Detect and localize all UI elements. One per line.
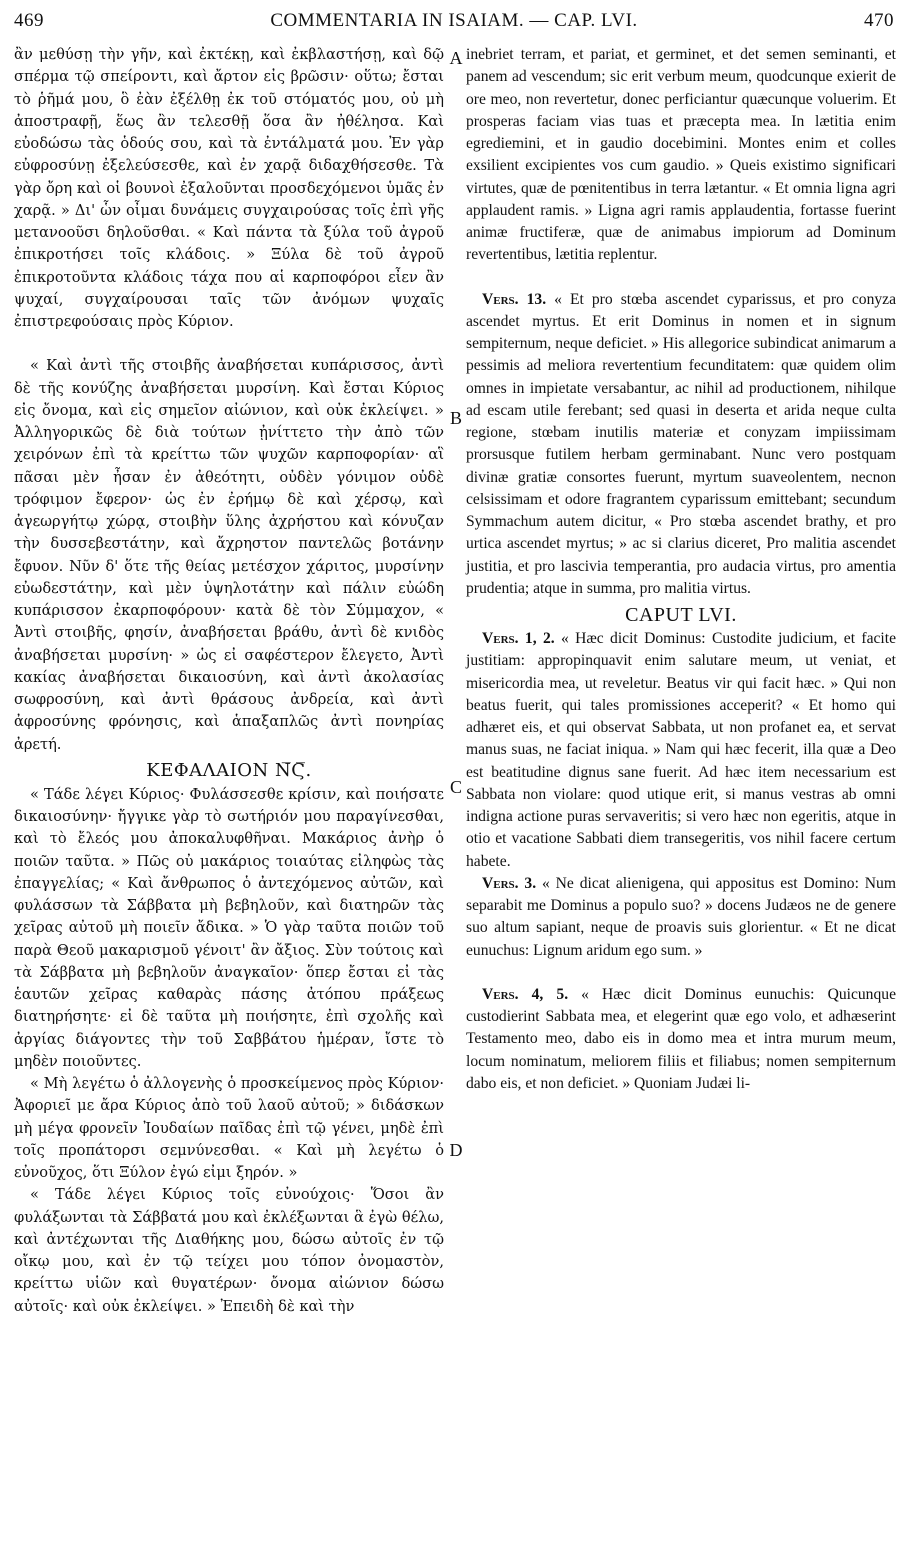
running-header <box>14 10 894 36</box>
margin-marker-d: D <box>449 1140 463 1160</box>
verse-label-13: Vers. 13. <box>482 290 547 308</box>
margin-marker-a: A <box>449 48 463 68</box>
greek-paragraph-4: « Μὴ λεγέτω ὁ ἀλλογενὴς ὁ προσκείμενος πρὸς Κύριον· Ἀφοριεῖ με ἄρα Κύριος ἀπὸ τοῦ λαοῦ αὐτοῦ; » διδάσκων μὴ μέγα φρονεῖν Ἰουδαίων παῖδας ἐπὶ τῷ γένει, μηδὲ ἐπὶ τοῖς προπάτορσι σεμνύνεσθαι. « Καὶ μὴ λεγέτω ὁ εὐνοῦχος, ὅτι Ξύλον ἐγώ εἰμι ξηρόν. » <box>14 1075 444 1181</box>
page-number-right: 470 <box>864 10 894 31</box>
greek-paragraph-3: « Τάδε λέγει Κύριος· Φυλάσσεσθε κρίσιν, καὶ ποιήσατε δικαιοσύνην· ἤγγικε γὰρ τὸ σωτήριόν μου παραγίνεσθαι, καὶ τὸ ἔλεός μου ἀποκαλυφθῆναι. Μακάριος ἀνὴρ ὁ ποιῶν ταῦτα. » Πῶς οὐ μακάριος τοιαύτας εἰληφὼς τὰς ἐπαγγελίας; « Καὶ ἄνθρωπος ὁ ἀντεχόμενος αὐτῶν, καὶ φυλάσσων τὰ Σάββατα μὴ βεβηλοῦν, καὶ διατηρῶν τὰς χεῖρας αὐτοῦ μὴ ποιεῖν ἄδικα. » Ὁ γὰρ ταῦτα ποιῶν τοῦ παρὰ Θεοῦ μακαρισμοῦ γένοιτ' ἂν ἄξιος. Σὺν τούτοις καὶ τὰ Σάββατα μὴ βεβηλοῦν ἀναγκαῖον· ὅπερ ἔσται εἰ τὰς ἑαυτῶν χεῖρας καθαρὰς πάσης ἀτόπου πράξεως διατηρήσητε· εἰ δὲ ταῦτα μὴ ποιήσητε, ἐπὶ σχολῆς καὶ ἀργίας διάγοντες τὴν τοῦ Σαββάτου ἡμέραν, ἴστε τὸ μηδὲν ποιοῦντες. <box>14 785 444 1070</box>
margin-marker-c: C <box>449 777 462 797</box>
verse-label-1-2: Vers. 1, 2. <box>482 630 555 647</box>
latin-paragraph-5-text: « Hæc dicit Dominus eunuchis: Quicunque custodierint Sabbata mea, et elegerint quæ ego volo, et adhæserint Testamento meo, dabo eis in domo mea et intra murum meum, locum nominatum, meliorem filiis et filiabus; nomen sempiternum dabo eis, et non deficiet. » Quoniam Judæi li- <box>466 985 896 1092</box>
latin-paragraph-4-text: « Ne dicat alienigena, qui appositus est Domino: Num separabit me Dominus a populo suo? » docens Judæos ne de genere suo altum sapiant, neque de proavis suis glorientur. « Et ne dicat eunuchus: Lignum aridum ego sum. » <box>466 874 896 959</box>
latin-paragraph-3 <box>466 628 896 873</box>
greek-paragraph-1: ἂν μεθύσῃ τὴν γῆν, καὶ ἐκτέκῃ, καὶ ἐκβλαστήσῃ, καὶ δῷ σπέρμα τῷ σπείροντι, καὶ ἄρτον εἰς βρῶσιν· οὕτω; ἔσται τὸ ῥῆμά μου, ὃ ἐὰν ἐξέλθῃ ἐκ τοῦ στόματός μου, οὐ μὴ ἀποστραφῇ, ἕως ἂν τελεσθῇ ὅσα ἂν ἠθέλησα. Καὶ εὐοδώσω τὰς ὁδούς σου, καὶ τὰ ἐντάλματά μου. Ἐν γὰρ εὐφροσύνῃ ἐξελεύσεσθε, καὶ ἐν χαρᾷ διδαχθήσεσθε. Τὰ γὰρ ὄρη καὶ οἱ βουνοὶ ἐξαλοῦνται προσδεχόμενοι ὑμᾶς ἐν χαρᾷ. » Δι' ὧν οἶμαι δυνάμεις συγχαιρούσας τοῖς ἐπὶ γῆς μετανοοῦσι δηλοῦσθαι. « Καὶ πάντα τὰ ξύλα τοῦ ἀγροῦ ἐπικροτήσει τοῖς κλάδοις. » Ξύλα δὲ τοῦ ἀγροῦ ἐπικροτοῦντα κλάδοις τάχα που αἱ καρποφόροι εἶεν ἂν ψυχαί, συγχαίρουσαι ταῖς τῶν ἀνόμων ψυχαῖς ἐπιστρεφούσαις πρὸς Κύριον. <box>14 46 444 330</box>
verse-label-4-5: Vers. 4, 5. <box>482 985 569 1003</box>
greek-chapter-heading: ΚΕΦΑΛΑΙΟΝ Ν̅Ϛ̅. <box>146 759 312 781</box>
verse-label-3: Vers. 3. <box>482 874 537 892</box>
latin-paragraph-1: inebriet terram, et pariat, et germinet, et det semen seminanti, et panem ad vescendum; sic erit verbum meum, quodcunque exierit de ore meo, non revertetur, donec perficiantur quæcunque voluerim. Et prosperas faciam vias tuas et præcepta mea. In lætitia enim egrediemini, et in gaudio docebimini. Montes enim et colles exsilient excipientes vos cum gaudio. » Queis existimo significari virtutes, quæ de pœnitentibus in terra lætantur. « Et omnia ligna agri applaudent ramis. » Ligna agri ramis applaudentia, fortasse fuerint animæ fructiferæ, quæ de animabus impiorum ad Dominum revertentibus, lætitia replentur. <box>466 46 896 264</box>
greek-column <box>14 44 444 1318</box>
greek-paragraph-5: « Τάδε λέγει Κύριος τοῖς εὐνούχοις· Ὅσοι ἂν φυλάξωνται τὰ Σάββατά μου καὶ ἐκλέξωνται ἃ ἐγὼ θέλω, καὶ ἀντέχωνται τῆς Διαθήκης μου, δώσω αὐτοῖς ἐν τῷ οἴκῳ μου, καὶ ἐν τῷ τείχει μου τόπον ὀνομαστὸν, κρείττω υἱῶν καὶ θυγατέρων· ὄνομα αἰώνιον δώσω αὐτοῖς· καὶ οὐκ ἐκλείψει. » Ἐπειδὴ δὲ καὶ τὴν <box>14 1186 444 1315</box>
running-title: COMMENTARIA IN ISAIAM. — CAP. LVI. <box>270 10 638 31</box>
spacer <box>14 333 444 355</box>
latin-paragraph-5 <box>466 984 896 1095</box>
latin-chapter-heading: CAPUT LVI. <box>625 604 737 626</box>
latin-paragraph-2 <box>466 289 896 601</box>
latin-column <box>466 44 896 1095</box>
spacer <box>466 267 896 289</box>
spacer <box>466 962 896 984</box>
greek-paragraph-2: « Καὶ ἀντὶ τῆς στοιβῆς ἀναβήσεται κυπάρισσος, ἀντὶ δὲ τῆς κονύζης ἀναβήσεται μυρσίνη. Καὶ ἔσται Κύριος εἰς ὄνομα, καὶ εἰς σημεῖον αἰώνιον, καὶ οὐκ ἐκλείψει. » Ἀλληγορικῶς δὲ διὰ τούτων ᾐνίττετο τὴν ἀπὸ τῶν χειρόνων ἐπὶ τὰ κρείττω τῶν ψυχῶν καρποφορίαν· αἳ πᾶσαι μὲν ἦσαν ἐν ἀθεότητι, οὐδὲν γόνιμον οὐδὲ τρόφιμον ἔφερον· ὡς ἐν ἐρήμῳ δὲ καὶ χέρσῳ, καὶ ἀγεωργήτῳ χώρᾳ, στοιβὴν ὕλης ἀχρήστου καὶ κόνυζαν τὴν δυσσεβεστάτην, καὶ ἄχρηστον παντελῶς βοτάνην ἔφυον. Νῦν δ' ὅτε τῆς θείας μετέσχον χάριτος, μυρσίνην εὐωδεστάτην, καὶ μὲν ὑψηλοτάτην καὶ πάλιν εὐώδη κυπάρισσον ἐκαρποφόρουν· κατὰ δὲ τὸν Σύμμαχον, « Ἀντὶ στοιβῆς, φησίν, ἀναβήσεται βράθυ, ἀντὶ δὲ κνιδὸς ἀναβήσεται μυρσίνη· » ὡς εἰ σαφέστερον ἔλεγετο, Ἀντὶ κακίας ἀναβήσεται δικαιοσύνη, καὶ ἀντὶ ἀκολασίας σωφροσύνη, καὶ ἀντὶ θράσους ἀνδρεία, καὶ ἀντὶ ἀφροσύνης φρόνησις, καὶ ἁπαξαπλῶς ἀντὶ πονηρίας ἀρετή. <box>14 357 444 753</box>
latin-paragraph-4 <box>466 873 896 962</box>
latin-paragraph-3-text: « Hæc dicit Dominus: Custodite judicium, et facite justitiam: appropinquavit enim salutare meum, ut veniat, et misericordia mea, ut reveletur. Beatus vir qui facit hæc. » Qui non beatus fuerit, qui tales promissiones acceperit? « Et homo qui adhæret eis, et qui observat Sabbata, ut non profanet ea, et servat manus suas, ne faciat iniqua. » Nam qui hæc fecerit, illa quæ a Deo est beatitudine dignus sane fuerit. Ad hæc item necessarium est Sabbata non violare: quod utique erit, si manus vestras ab omni indigna actione puras servaveritis; si vero hæc non egeritis, atque in otio et vacatione Sabbati diem transegeritis, vos nihil facere certum habete. <box>466 630 896 870</box>
page-number-left: 469 <box>14 10 44 31</box>
latin-paragraph-2-text: « Et pro stœba ascendet cyparissus, et pro conyza ascendet myrtus. Et erit Dominus in nomen et in signum sempiternum, neque deficiet. » His allegorice subindicat animarum a pessimis ad meliora revertentium fecunditatem: quæ quidem olim omnes in impietate versabantur, ac nihil ad productionem, nihilque ad escam utile ferebant; sed quasi in deserta et arida neque culta regione, stœbam inutilis materiæ et conyzam impiissimam prorsusque futilem herbam germinabant. Nunc vero postquam divinæ gratiæ consortes fuerunt, myrtum suaveolentem, necnon celsissimam et odore fragrantem cyparissum emittebant; secundum Symmachum autem dicitur, « Pro stœba ascendet brathy, et pro urtica ascendet myrtus; » ac si clarius diceret, Pro malitia ascendet justitia, et pro lascivia temperantia, pro audacia virtus, pro amentia prudentia; atque in summa, pro malitia virtus. <box>466 290 896 597</box>
margin-marker-b: B <box>449 408 462 428</box>
